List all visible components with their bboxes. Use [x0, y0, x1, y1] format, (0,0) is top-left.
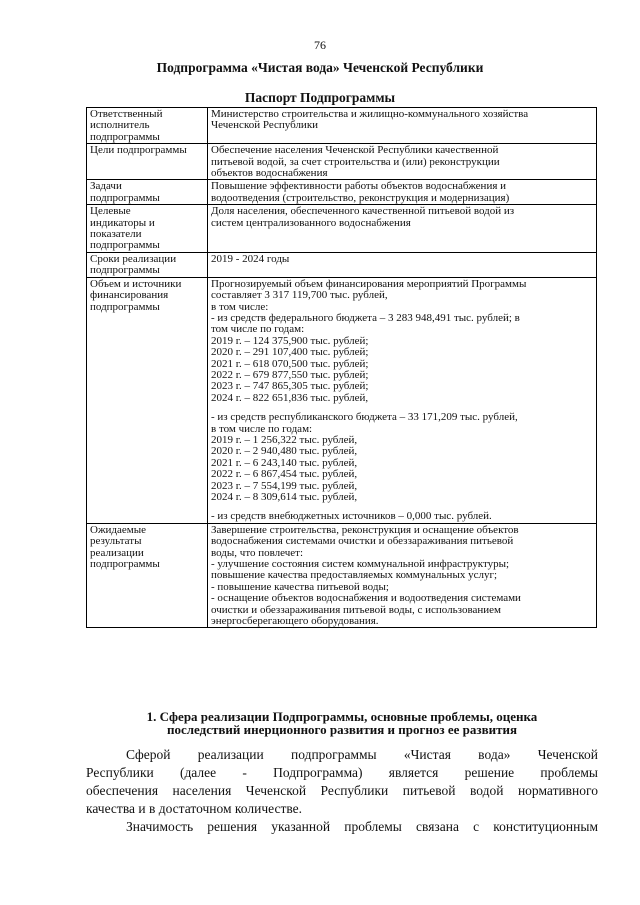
- passport-value-cell: [208, 523, 597, 628]
- passport-label-line: подпрограммы: [90, 300, 160, 313]
- passport-value-line: Завершение строительства, реконструкция и оснащение объектов: [211, 523, 519, 536]
- passport-label-line: показатели: [90, 228, 142, 241]
- passport-label-line: результаты: [90, 535, 142, 548]
- passport-value-line: - из средств федерального бюджета – 3 283 948,491 тыс. рублей; в: [211, 311, 520, 324]
- passport-value-line: 2022 г. – 6 867,454 тыс. рублей,: [211, 468, 358, 481]
- passport-row: [87, 205, 597, 253]
- passport-label-line: подпрограммы: [90, 191, 160, 204]
- passport-label-line: Ожидаемые: [90, 523, 147, 536]
- passport-value-line: Обеспечение населения Чеченской Республики качественной: [211, 144, 499, 157]
- passport-label-cell: [87, 523, 208, 628]
- passport-label-cell: [87, 144, 208, 180]
- passport-value-line: систем централизованного водоснабжения: [211, 216, 411, 229]
- passport-label-line: подпрограммы: [90, 558, 160, 571]
- passport-value-line: - оснащение объектов водоснабжения и водоотведения системами: [211, 592, 521, 605]
- passport-value-line: энергосберегающего оборудования.: [211, 615, 379, 628]
- passport-label-cell: [87, 108, 208, 144]
- section-heading-line: последствий инерционного развития и прогноз ее развития: [166, 722, 518, 737]
- passport-row: [87, 523, 597, 628]
- paragraph-line: качества и в достаточном количестве.: [86, 801, 303, 816]
- passport-table-body: [87, 108, 597, 628]
- passport-value-line: воды, что повлечет:: [211, 546, 304, 559]
- passport-value-line: объектов водоснабжения: [211, 167, 328, 180]
- passport-row: [87, 108, 597, 144]
- passport-value-line: - улучшение состояния систем коммунальной инфраструктуры;: [211, 558, 510, 571]
- passport-label-line: подпрограммы: [90, 239, 160, 252]
- paragraph-line: Республики (далее - Подпрограмма) является решение проблемы: [86, 765, 598, 780]
- passport-value-line: Повышение эффективности работы объектов водоснабжения и: [211, 180, 507, 193]
- passport-label-line: Цели подпрограммы: [90, 144, 187, 157]
- passport-value-line: 2024 г. – 822 651,836 тыс. рублей,: [211, 391, 369, 404]
- passport-value-line: 2024 г. – 8 309,614 тыс. рублей,: [211, 491, 358, 503]
- paragraph-scope: [86, 746, 598, 818]
- passport-value-line: водоснабжения системами очистки и обеззараживания питьевой: [211, 535, 514, 548]
- passport-value-line: 2020 г. – 2 940,480 тыс. рублей,: [211, 445, 358, 458]
- passport-row: [87, 180, 597, 205]
- passport-value-line: в том числе:: [211, 300, 269, 313]
- passport-value-line: 2019 г. – 124 375,900 тыс. рублей;: [211, 334, 369, 347]
- passport-row: [87, 252, 597, 277]
- passport-value-line: водоотведения (строительство, реконструкция и модернизация): [211, 191, 510, 204]
- passport-label-line: Объем и источники: [90, 277, 182, 290]
- passport-label-line: финансирования: [90, 289, 169, 302]
- passport-value-line: Доля населения, обеспеченного качественной питьевой водой из: [211, 205, 515, 218]
- passport-label-line: Целевые: [90, 205, 131, 218]
- passport-value-line: 2022 г. – 679 877,550 тыс. рублей;: [211, 368, 369, 381]
- passport-row: [87, 277, 597, 523]
- passport-label-line: подпрограммы: [90, 264, 160, 277]
- passport-label-line: Ответственный: [90, 108, 163, 120]
- passport-label-cell: [87, 180, 208, 205]
- passport-title: Паспорт Подпрограммы: [244, 90, 396, 105]
- passport-label-line: Сроки реализации: [90, 252, 177, 265]
- passport-value-line: том числе по годам:: [211, 323, 305, 336]
- passport-value-line: 2019 - 2024 годы: [211, 252, 290, 265]
- passport-value-line: - из средств внебюджетных источников – 0,000 тыс. рублей.: [211, 510, 492, 523]
- passport-value-cell: [208, 252, 597, 277]
- passport-value-cell: [208, 180, 597, 205]
- passport-label-line: Задачи: [90, 180, 122, 193]
- passport-value-line: 2021 г. – 6 243,140 тыс. рублей,: [211, 456, 358, 469]
- section-heading: [86, 710, 598, 736]
- passport-value-line: 2020 г. – 291 107,400 тыс. рублей;: [211, 346, 369, 359]
- passport-value-cell: [208, 277, 597, 523]
- passport-value-line: - повышение качества питьевой воды;: [211, 580, 389, 593]
- passport-value-line: - из средств республиканского бюджета – 33 171,209 тыс. рублей,: [211, 411, 518, 424]
- passport-value-line: Министерство строительства и жилищно-коммунального хозяйства: [211, 108, 529, 120]
- passport-value-line: 2021 г. – 618 070,500 тыс. рублей;: [211, 357, 369, 370]
- passport-label-line: подпрограммы: [90, 130, 160, 143]
- paragraph-line: обеспечения населения Чеченской Республики питьевой водой нормативного: [86, 783, 598, 798]
- passport-value-line: в том числе по годам:: [211, 422, 313, 435]
- passport-value-line: Прогнозируемый объем финансирования мероприятий Программы: [211, 277, 527, 290]
- paragraph-line: Сферой реализации подпрограммы «Чистая вода» Чеченской: [126, 747, 598, 762]
- page-number: 76: [314, 38, 326, 52]
- passport-label-cell: [87, 252, 208, 277]
- passport-value-cell: [208, 144, 597, 180]
- section-heading-line: 1. Сфера реализации Подпрограммы, основные проблемы, оценка: [146, 709, 538, 724]
- passport-label-cell: [87, 277, 208, 523]
- passport-label-line: реализации: [90, 546, 144, 559]
- passport-row: [87, 144, 597, 180]
- document-title: Подпрограмма «Чистая вода» Чеченской Республики: [156, 60, 484, 75]
- passport-value-line: 2023 г. – 7 554,199 тыс. рублей,: [211, 479, 358, 492]
- passport-value-line: повышение качества предоставляемых коммунальных услуг;: [211, 569, 498, 582]
- passport-value-line: 2023 г. – 747 865,305 тыс. рублей;: [211, 380, 369, 393]
- passport-value-cell: [208, 205, 597, 253]
- passport-table: [86, 107, 597, 628]
- passport-value-line: Чеченской Республики: [211, 119, 319, 132]
- passport-value-line: составляет 3 317 119,700 тыс. рублей,: [211, 289, 388, 302]
- paragraph-significance: [86, 818, 598, 836]
- passport-value-line: питьевой водой, за счет строительства и (или) реконструкции: [211, 155, 500, 168]
- passport-value-line: очистки и обеззараживания питьевой воды, с использованием: [211, 603, 502, 616]
- passport-value-line: 2019 г. – 1 256,322 тыс. рублей,: [211, 433, 358, 446]
- passport-label-line: исполнитель: [90, 119, 150, 132]
- paragraph-line: Значимость решения указанной проблемы связана с конституционным: [126, 819, 598, 834]
- passport-value-cell: [208, 108, 597, 144]
- passport-label-line: индикаторы и: [90, 216, 155, 229]
- passport-label-cell: [87, 205, 208, 253]
